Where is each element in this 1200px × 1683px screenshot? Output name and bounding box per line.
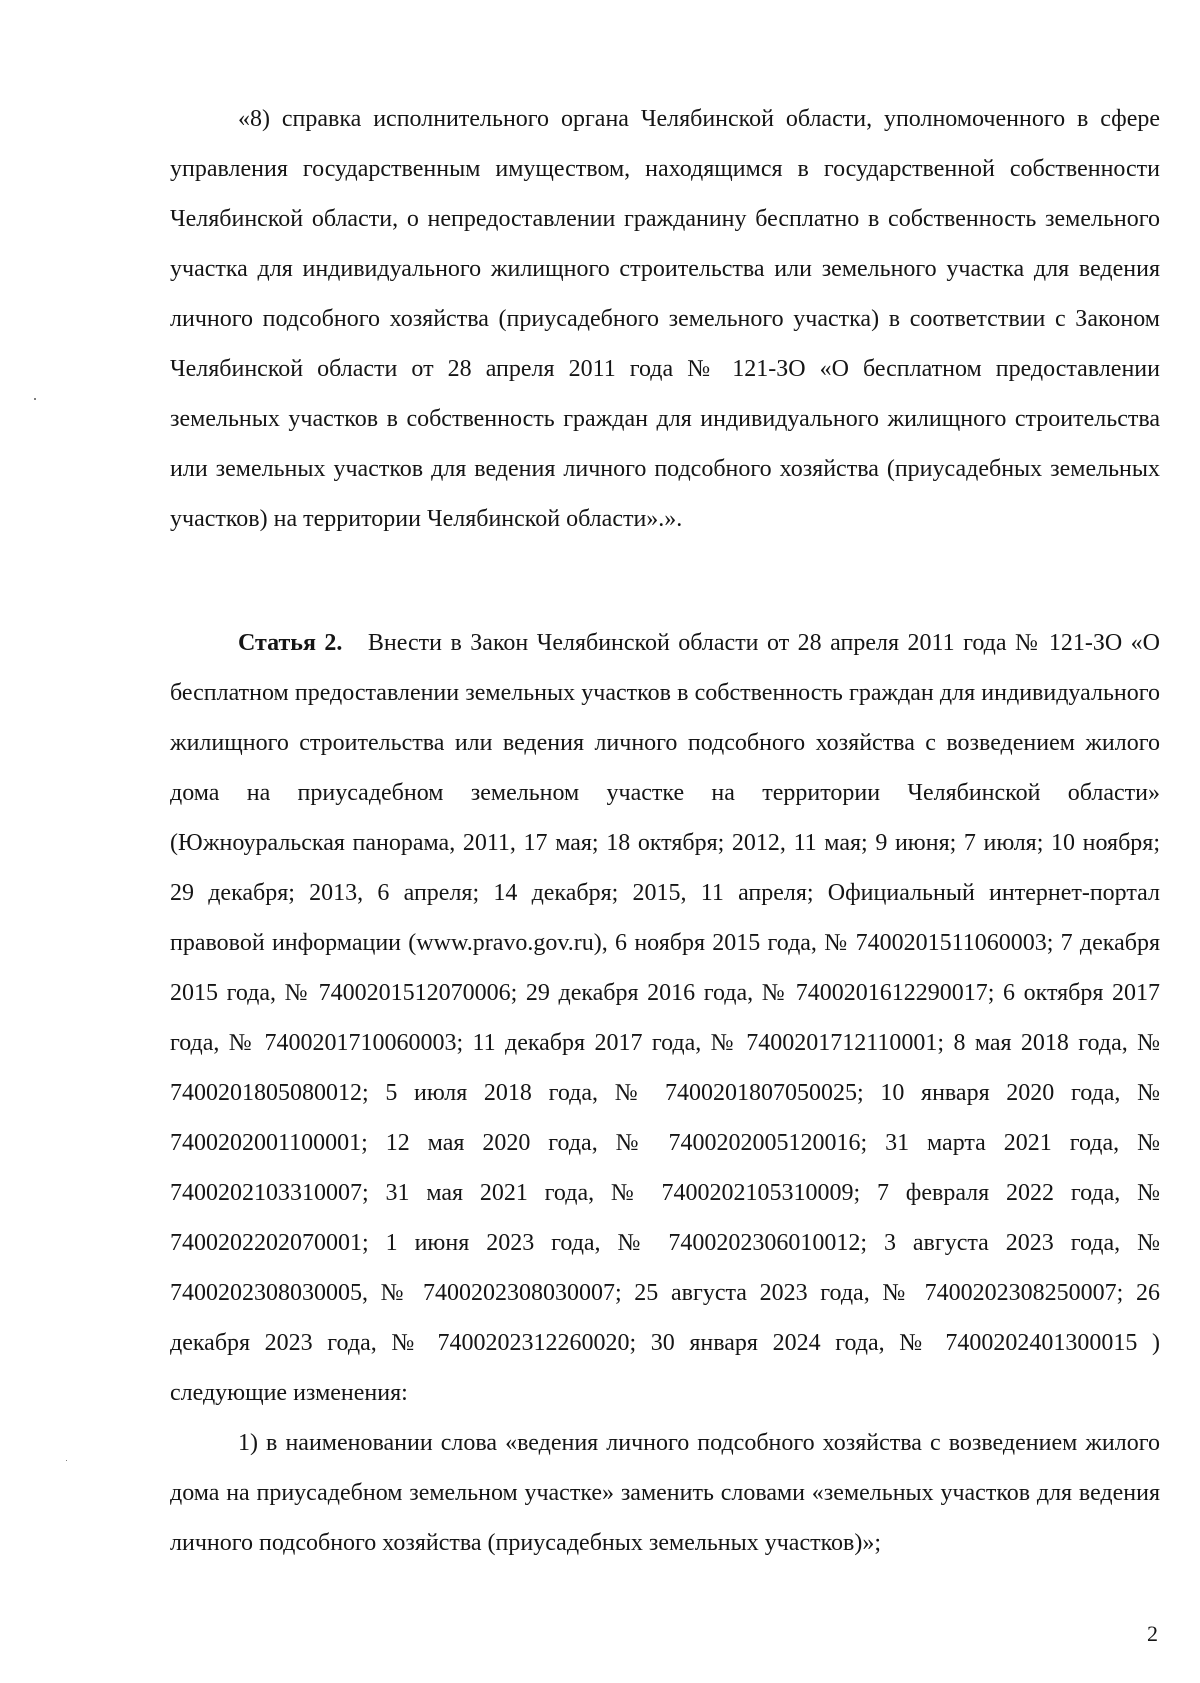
scan-speck [34,398,36,400]
scan-speck [66,1460,67,1461]
article-2-paragraph [170,618,1160,1418]
article-2-item-1: 1) в наименовании слова «ведения личного подсобного хозяйства с возведением жилого дома на приусадебном земельном участке» заменить словами «земельных участков для ведения личного подсобного хозяйства (приусадебных земельных участков)»; [170,1430,1160,1556]
article-2-text: Внести в Закон Челябинской области от 28 апреля 2011 года № 121-ЗО «О бесплатном предоставлении земельных участков в собственность граждан для индивидуального жилищного строительства или ведения личного подсобного хозяйства с возведением жилого дома на приусадебном земельном участке на территории Челябинской области» (Южноуральская панорама, 2011, 17 мая; 18 октября; 2012, 11 мая; 9 июня; 7 июля; 10 ноября; 29 декабря; 2013, 6 апреля; 14 декабря; 2015, 11 апреля; Официальный интернет-портал правовой информации (www.pravo.gov.ru), 6 ноября 2015 года, № 7400201511060003; 7 декабря 2015 года, № 7400201512070006; 29 декабря 2016 года, № 7400201612290017; 6 октября 2017 года, № 7400201710060003; 11 декабря 2017 года, № 7400201712110001; 8 мая 2018 года, № 7400201805080012; 5 июля 2018 года, № 7400201807050025; 10 января 2020 года, № 7400202001100001; 12 мая 2020 года, № 7400202005120016; 31 марта 2021 года, № 7400202103310007; 31 мая 2021 года, № 7400202105310009; 7 февраля 2022 года, № 7400202202070001; 1 июня 2023 года, № 7400202306010012; 3 августа 2023 года, № 7400202308030005, № 7400202308030007; 25 августа 2023 года, № 7400202308250007; 26 декабря 2023 года, № 7400202312260020; 30 января 2024 года, № 7400202401300015 ) следующие изменения: [170,630,1160,1406]
article-2-block [170,618,1160,1568]
article-2-heading: Статья 2. [238,630,343,656]
article-2-gap [342,630,367,656]
paragraph-item-8: «8) справка исполнительного органа Челябинской области, уполномоченного в сфере управления государственным имуществом, находящимся в государственной собственности Челябинской области, о непредоставлении гражданину бесплатно в собственность земельного участка для индивидуального жилищного строительства или земельного участка для ведения личного подсобного хозяйства (приусадебного земельного участка) в соответствии с Законом Челябинской области от 28 апреля 2011 года № 121-ЗО «О бесплатном предоставлении земельных участков в собственность граждан для индивидуального жилищного строительства или земельных участков для ведения личного подсобного хозяйства (приусадебных земельных участков) на территории Челябинской области».». [170,106,1160,532]
amendment-text-block [170,94,1160,544]
page-number: 2 [1147,1621,1158,1646]
